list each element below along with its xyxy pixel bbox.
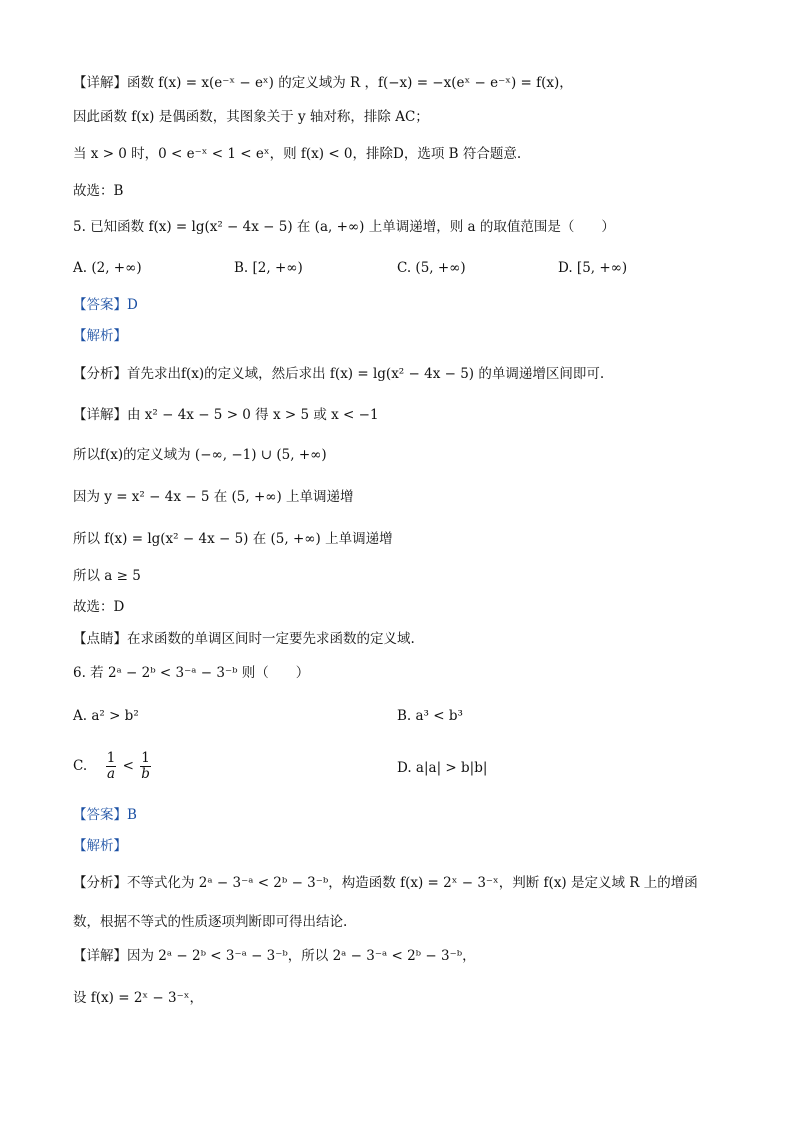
fraction-one-over-a xyxy=(106,751,117,782)
fraction-one-over-b xyxy=(140,751,151,782)
q6-option-d: D. a|a| > b|b| xyxy=(397,760,488,776)
q5-option-b: B. [2, +∞) xyxy=(234,260,303,276)
analysis-label: 【解析】 xyxy=(73,838,127,854)
text-line: 因为 y = x² − 4x − 5 在 (5, +∞) 上单调递增 xyxy=(73,489,354,505)
q5-option-c: C. (5, +∞) xyxy=(397,260,466,276)
fraction-numerator: 1 xyxy=(106,750,116,766)
text-line: 【分析】首先求出f(x)的定义域，然后求出 f(x) = lg(x² − 4x − 5) 的单调递增区间即可. xyxy=(73,366,605,382)
analysis-label: 【解析】 xyxy=(73,328,127,344)
text-line: 当 x > 0 时，0 < e⁻ˣ < 1 < eˣ，则 f(x) < 0，排除D，选项 B 符合题意. xyxy=(73,146,522,162)
fraction-numerator: 1 xyxy=(141,750,150,766)
q5-option-a: A. (2, +∞) xyxy=(73,260,142,276)
q6-option-b: B. a³ < b³ xyxy=(397,708,463,724)
answer-label: 【答案】D xyxy=(73,297,138,313)
text-line: 【分析】不等式化为 2ᵃ − 3⁻ᵃ < 2ᵇ − 3⁻ᵇ，构造函数 f(x) = 2ˣ − 3⁻ˣ，判断 f(x) 是定义域 R 上的增函 xyxy=(73,875,698,891)
text-line: 所以 a ≥ 5 xyxy=(73,568,141,584)
text-line: 故选：D xyxy=(73,599,125,615)
q5-option-d: D. [5, +∞) xyxy=(558,260,628,276)
q6-option-a: A. a² > b² xyxy=(73,708,139,724)
less-than-sign: < xyxy=(122,758,134,774)
text-line: 【详解】函数 f(x) = x(e⁻ˣ − eˣ) 的定义域为 R ，f(−x) = −x(eˣ − e⁻ˣ) = f(x)， xyxy=(73,75,573,91)
text-line: 所以 f(x) = lg(x² − 4x − 5) 在 (5, +∞) 上单调递增 xyxy=(73,531,393,547)
q6-option-c-label: C. xyxy=(73,758,88,774)
q6-option-c xyxy=(73,748,153,784)
text-line: 因此函数 f(x) 是偶函数，其图象关于 y 轴对称，排除 AC； xyxy=(73,109,429,125)
text-line: 【详解】因为 2ᵃ − 2ᵇ < 3⁻ᵃ − 3⁻ᵇ，所以 2ᵃ − 3⁻ᵃ < 2ᵇ − 3⁻ᵇ， xyxy=(73,948,476,964)
text-line: 所以f(x)的定义域为 (−∞, −1) ∪ (5, +∞) xyxy=(73,447,327,463)
answer-label: 【答案】B xyxy=(73,807,137,823)
text-line: 【详解】由 x² − 4x − 5 > 0 得 x > 5 或 x < −1 xyxy=(73,407,379,423)
text-line: 设 f(x) = 2ˣ − 3⁻ˣ， xyxy=(73,990,203,1006)
question-6-stem: 6. 若 2ᵃ − 2ᵇ < 3⁻ᵃ − 3⁻ᵇ 则（ ） xyxy=(73,665,310,681)
text-line: 【点睛】在求函数的单调区间时一定要先求函数的定义域. xyxy=(73,631,415,647)
fraction-denominator: b xyxy=(141,766,150,782)
question-5-stem: 5. 已知函数 f(x) = lg(x² − 4x − 5) 在 (a, +∞) 上单调递增，则 a 的取值范围是（ ） xyxy=(73,219,615,235)
fraction-denominator: a xyxy=(107,766,116,782)
text-line: 数，根据不等式的性质逐项判断即可得出结论. xyxy=(73,914,348,930)
text-line: 故选：B xyxy=(73,183,124,199)
